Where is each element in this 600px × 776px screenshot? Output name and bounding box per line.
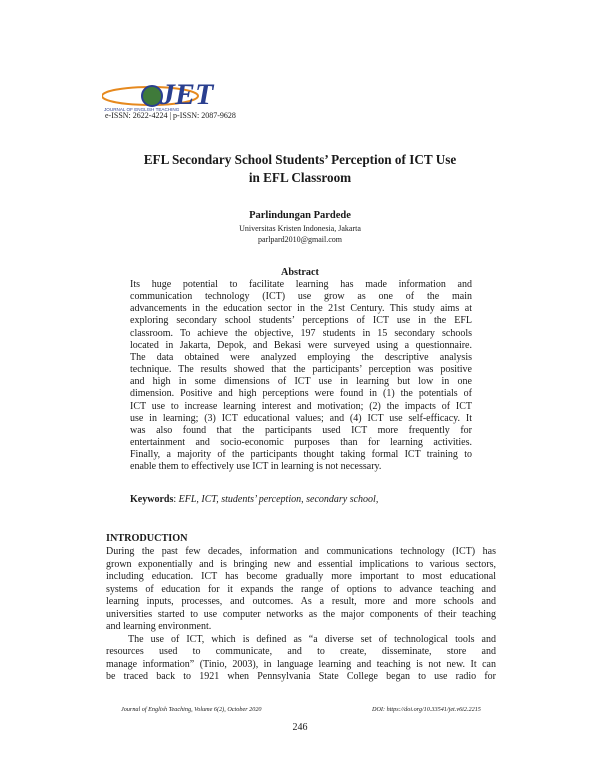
keywords-text: EFL, ICT, students’ perception, secondary school, — [178, 494, 379, 505]
abstract-line: exploring secondary school students’ perceptions of ICT use in the EFL — [130, 315, 472, 327]
title-line-2: in EFL Classroom — [248, 170, 352, 185]
abstract-heading: Abstract — [281, 267, 319, 278]
keywords-separator: : — [173, 494, 179, 505]
issn-line: e-ISSN: 2622-4224 | p-ISSN: 2087-9628 — [105, 111, 236, 120]
abstract-line: entertainment and socio-economic purposes than for learning activities. — [130, 437, 472, 449]
abstract-line: The data obtained were analyzed employing the descriptive analysis — [130, 351, 472, 363]
abstract-line: advancements in the education sector in the 21st Century. This study aims at — [130, 303, 472, 315]
paper-title — [60, 151, 540, 187]
author-affiliation: Universitas Kristen Indonesia, Jakarta — [239, 224, 361, 233]
intro-line: The use of ICT, which is defined as “a diverse set of technological tools and — [128, 633, 496, 645]
abstract-line: technique. The results showed that the participants’ perception was positive — [130, 364, 472, 376]
introduction-body — [106, 546, 496, 684]
intro-line: and learning environment. — [106, 621, 212, 633]
intro-line: be traced back to 1921 when Pennsylvania State College began to use radio for — [106, 671, 496, 683]
abstract-line: Its huge potential to facilitate learning has made information and — [130, 279, 472, 290]
intro-line: grown exponentially and is bringing new and essential implications to various sectors, — [106, 558, 496, 570]
intro-line: systems of education for it expands the range of options to advance teaching and — [106, 583, 496, 595]
abstract-line: was also found that the participants used ICT more frequently for — [130, 424, 472, 436]
intro-line: learning inputs, processes, and outcomes. As a result, more and more schools and — [106, 596, 496, 608]
author-email: parlpard2010@gmail.com — [257, 235, 342, 244]
logo-tagline: JOURNAL OF ENGLISH TEACHING — [104, 107, 180, 112]
abstract-line: communication technology (ICT) use grow as one of the main — [130, 291, 472, 303]
footer-doi: DOI: https://doi.org/10.33541/jet.v6i2.2215 — [372, 706, 481, 713]
footer-journal: Journal of English Teaching, Volume 6(2), October 2020 — [121, 706, 262, 713]
abstract-line: located in Jakarta, Depok, and Bekasi were surveyed using a questionnaire. — [130, 339, 472, 351]
abstract-line: classroom. To achieve the objective, 197 students in 15 secondary schools — [130, 327, 472, 339]
introduction-heading: INTRODUCTION — [106, 533, 188, 544]
abstract-line: Finally, a majority of the participants thought taking formal ICT training to — [130, 449, 472, 461]
keywords-line — [130, 494, 378, 505]
abstract-line: and high in some dimensions of ICT use in learning but low in one — [130, 376, 472, 388]
abstract-line: use in learning; (3) ICT educational values; and (4) ICT use self-efficacy. It — [130, 412, 472, 424]
intro-line: manage information” (Tinio, 2003), in language learning and teaching is not new. It can — [106, 658, 496, 670]
logo-text: JET — [160, 78, 214, 111]
intro-line: resources used to communicate, and to create, disseminate, store and — [106, 646, 496, 658]
intro-line: including education. ICT has become gradually more important to most educational — [106, 571, 496, 583]
keywords-label: Keywords — [130, 494, 174, 505]
page-number: 246 — [292, 722, 308, 733]
author-name: Parlindungan Pardede — [249, 210, 351, 221]
intro-line: During the past few decades, information and communications technology (ICT) has — [106, 546, 496, 557]
abstract-line: enable them to effectively use ICT in learning is not necessary. — [130, 461, 382, 473]
title-line-1: EFL Secondary School Students’ Perception of ICT Use — [143, 152, 457, 167]
abstract-line: dimension. Positive and high perceptions were found in (1) the potentials of — [130, 388, 472, 400]
intro-line: universities started to use computer networks as the major components of their teaching — [106, 608, 496, 620]
abstract-line: ICT use to increase learning interest and motivation; (2) the impacts of ICT — [130, 400, 472, 412]
abstract-body — [130, 279, 472, 474]
